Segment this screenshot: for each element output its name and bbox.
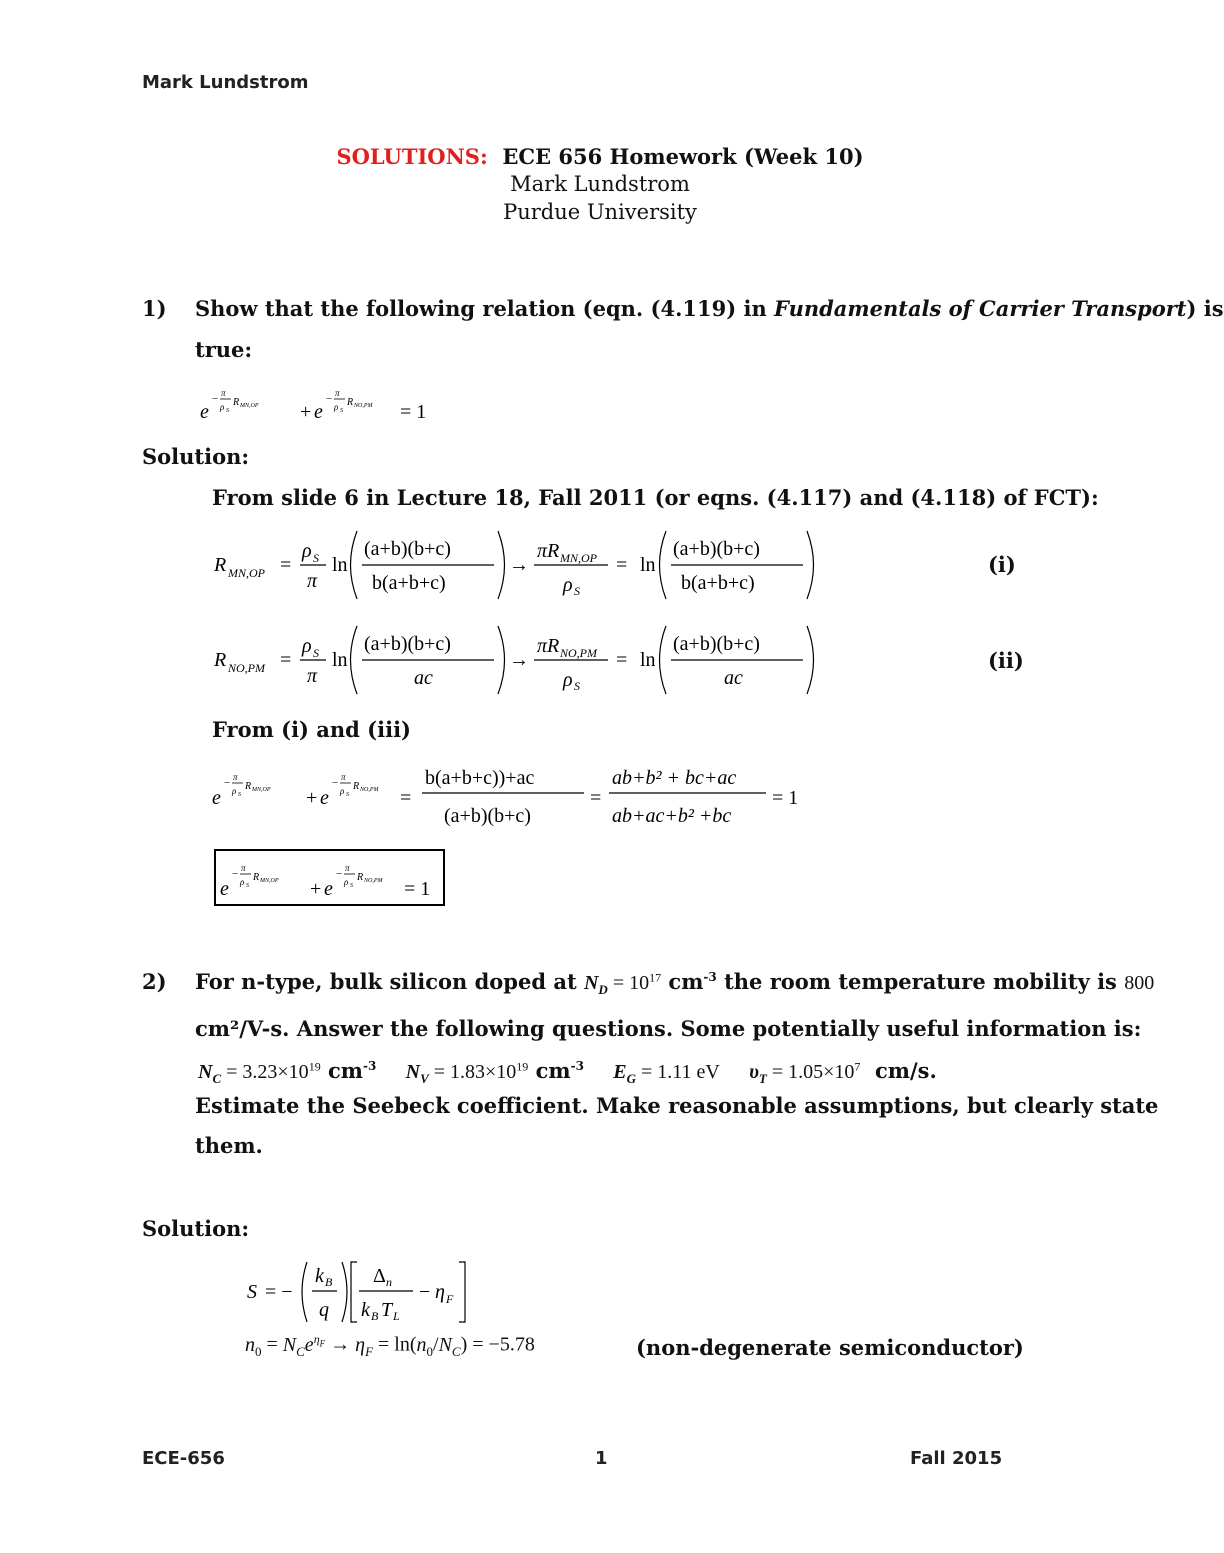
svg-text:e: e xyxy=(212,787,221,809)
svg-text:e: e xyxy=(324,878,333,900)
statement-part: the room temperature mobility is xyxy=(724,969,1117,994)
solution-2-label: Solution: xyxy=(142,1216,250,1241)
svg-text:S: S xyxy=(238,792,241,798)
equation-ii-svg xyxy=(212,620,832,700)
book-title: Fundamentals of Carrier Transport xyxy=(774,296,1187,321)
svg-text:n: n xyxy=(386,1275,392,1289)
svg-text:π: π xyxy=(307,665,318,687)
unit-cm: cm xyxy=(535,1058,571,1083)
svg-text:+: + xyxy=(306,787,318,809)
solution-1-label: Solution: xyxy=(142,444,250,469)
svg-text:MN,OP: MN,OP xyxy=(240,403,259,409)
svg-text:ρ: ρ xyxy=(344,877,349,887)
svg-text:NO,PM: NO,PM xyxy=(364,878,383,884)
equation-ii xyxy=(212,620,832,700)
nd-value: = $10^{17}$ xyxy=(607,970,662,994)
svg-text:→: → xyxy=(509,554,529,576)
running-header-author: Mark Lundstrom xyxy=(142,72,309,93)
svg-text:ρ: ρ xyxy=(563,574,573,596)
svg-text:π: π xyxy=(241,863,246,873)
svg-text:= 1: = 1 xyxy=(772,787,799,809)
svg-text:S: S xyxy=(247,1281,257,1303)
svg-text:e: e xyxy=(314,401,323,423)
svg-text:S: S xyxy=(246,883,249,889)
svg-text:=: = xyxy=(400,787,412,809)
problem-1-statement xyxy=(195,296,1224,321)
title-author: Mark Lundstrom xyxy=(510,172,690,196)
problem-2-number: 2) xyxy=(142,969,167,994)
equation-seebeck xyxy=(245,1258,505,1328)
boxed-result-svg xyxy=(216,851,443,904)
statement-part: ) is xyxy=(1186,296,1224,321)
svg-text:MN,OP: MN,OP xyxy=(252,787,271,793)
svg-text:πR: πR xyxy=(537,540,560,562)
svg-text:=: = xyxy=(616,554,628,576)
svg-text:−: − xyxy=(326,393,333,405)
svg-text:ln: ln xyxy=(640,554,656,576)
svg-text:F: F xyxy=(446,1292,454,1306)
svg-text:S: S xyxy=(313,646,319,660)
svg-text:S: S xyxy=(340,408,343,414)
svg-text:S: S xyxy=(313,551,319,565)
problem-2-constants: $N_C = 3.23\times 10^{19}$ $cm^{-3}$ $N_V = 1.83\times 10^{19}$ $cm^{-3}$ $E_G = 1.11$ eV $\upsilon_T = 1.05\times 10^7$ cm/s. xyxy=(198,1058,937,1086)
unit-cm: cm xyxy=(668,969,704,994)
solution-1-intro: From slide 6 in Lecture 18, Fall 2011 (or eqns. (4.117) and (4.118) of FCT): xyxy=(212,485,1099,510)
svg-text:ρ: ρ xyxy=(340,786,345,796)
svg-text:L: L xyxy=(393,1309,400,1323)
nd-symbol: $N_D$ xyxy=(583,972,608,997)
svg-text:b(a+b+c))+ac: b(a+b+c))+ac xyxy=(425,767,535,789)
svg-text:S: S xyxy=(574,584,580,598)
svg-text:e: e xyxy=(320,787,329,809)
mobility-value: 800 xyxy=(1124,972,1155,994)
svg-text:R: R xyxy=(357,872,364,883)
course-line: ECE 656 Homework (Week 10) xyxy=(502,144,864,169)
svg-text:ρ: ρ xyxy=(240,877,245,887)
svg-text:NO,PM: NO,PM xyxy=(228,661,265,675)
svg-text:NO,PM: NO,PM xyxy=(360,787,379,793)
svg-text:πR: πR xyxy=(537,635,560,657)
svg-text:= 1: = 1 xyxy=(404,878,431,900)
svg-text:η: η xyxy=(435,1281,445,1303)
svg-text:b(a+b+c): b(a+b+c) xyxy=(681,572,755,594)
svg-text:=: = xyxy=(590,787,602,809)
svg-text:=: = xyxy=(280,554,292,576)
svg-text:= −: = − xyxy=(265,1281,293,1303)
svg-text:(a+b)(b+c): (a+b)(b+c) xyxy=(673,633,760,655)
svg-text:B: B xyxy=(325,1275,333,1289)
svg-text:π: π xyxy=(335,388,340,398)
svg-text:R: R xyxy=(214,649,227,671)
equation-seebeck-svg xyxy=(245,1258,505,1328)
svg-text:+: + xyxy=(300,401,312,423)
svg-text:R: R xyxy=(233,397,240,408)
svg-text:Δ: Δ xyxy=(373,1265,386,1287)
svg-text:B: B xyxy=(371,1309,379,1323)
svg-text:NO,PM: NO,PM xyxy=(560,646,597,660)
svg-text:= 1: = 1 xyxy=(400,401,427,423)
equation-combined-svg xyxy=(210,760,810,830)
svg-text:π: π xyxy=(233,772,238,782)
svg-text:π: π xyxy=(345,863,350,873)
svg-text:S: S xyxy=(574,679,580,693)
svg-text:−: − xyxy=(232,868,239,880)
svg-text:(a+b)(b+c): (a+b)(b+c) xyxy=(364,633,451,655)
svg-text:ρ: ρ xyxy=(302,540,312,562)
equation-combined xyxy=(210,760,810,830)
svg-text:=: = xyxy=(280,649,292,671)
svg-text:k: k xyxy=(315,1265,324,1287)
eta-f-value: −5.78 xyxy=(488,1333,535,1356)
svg-text:S: S xyxy=(226,408,229,414)
svg-text:ρ: ρ xyxy=(563,669,573,691)
svg-text:R: R xyxy=(353,781,360,792)
svg-text:−: − xyxy=(336,868,343,880)
svg-text:ac: ac xyxy=(724,667,743,689)
svg-text:q: q xyxy=(319,1299,329,1321)
footer-page-number: 1 xyxy=(595,1448,608,1469)
svg-text:−: − xyxy=(212,393,219,405)
svg-text:−: − xyxy=(332,777,339,789)
svg-text:ρ: ρ xyxy=(220,402,225,412)
unit-cm-per-s: cm/s. xyxy=(875,1058,937,1083)
svg-text:ln: ln xyxy=(332,554,348,576)
svg-text:S: S xyxy=(350,883,353,889)
svg-text:→: → xyxy=(509,649,529,671)
svg-text:ρ: ρ xyxy=(334,402,339,412)
footer-term: Fall 2015 xyxy=(910,1448,1003,1469)
svg-text:=: = xyxy=(616,649,628,671)
svg-text:T: T xyxy=(381,1299,393,1321)
svg-text:R: R xyxy=(214,554,227,576)
problem-2-line5: them. xyxy=(195,1133,263,1158)
svg-text:k: k xyxy=(361,1299,370,1321)
svg-text:e: e xyxy=(200,401,209,423)
svg-text:S: S xyxy=(346,792,349,798)
page-title xyxy=(0,144,1200,169)
svg-text:ab+b² + bc+ac: ab+b² + bc+ac xyxy=(612,767,737,789)
solutions-label: SOLUTIONS: xyxy=(336,144,488,169)
svg-text:R: R xyxy=(347,397,354,408)
equation-i xyxy=(212,525,832,605)
footer-course: ECE-656 xyxy=(142,1448,225,1469)
problem-2-line4: Estimate the Seebeck coefficient. Make reasonable assumptions, but clearly state xyxy=(195,1093,1159,1118)
svg-text:π: π xyxy=(221,388,226,398)
svg-text:e: e xyxy=(220,878,229,900)
equation-i-ref: (i) xyxy=(988,552,1016,577)
svg-text:−: − xyxy=(224,777,231,789)
problem-2-line2: cm²/V-s. Answer the following questions. Some potentially useful information is: xyxy=(195,1016,1142,1041)
svg-text:−: − xyxy=(419,1281,431,1303)
equation-identity xyxy=(200,380,460,430)
equation-i-svg xyxy=(212,525,832,605)
svg-text:R: R xyxy=(253,872,260,883)
svg-text:R: R xyxy=(245,781,252,792)
svg-text:b(a+b+c): b(a+b+c) xyxy=(372,572,446,594)
nondegenerate-note: (non-degenerate semiconductor) xyxy=(636,1335,1024,1360)
svg-text:(a+b)(b+c): (a+b)(b+c) xyxy=(364,538,451,560)
from-i-iii: From (i) and (iii) xyxy=(212,717,411,742)
unit-cm: cm xyxy=(328,1058,364,1083)
svg-text:(a+b)(b+c): (a+b)(b+c) xyxy=(444,805,531,827)
boxed-result xyxy=(214,849,445,906)
svg-text:(a+b)(b+c): (a+b)(b+c) xyxy=(673,538,760,560)
statement-part: For n-type, bulk silicon doped at xyxy=(195,969,577,994)
svg-text:MN,OP: MN,OP xyxy=(560,551,597,565)
svg-text:ln: ln xyxy=(332,649,348,671)
svg-text:ab+ac+b² +bc: ab+ac+b² +bc xyxy=(612,805,732,827)
problem-1-statement-cont: true: xyxy=(195,337,253,362)
svg-text:ρ: ρ xyxy=(302,635,312,657)
equation-identity-svg xyxy=(200,380,460,430)
equation-ii-ref: (ii) xyxy=(988,648,1024,673)
svg-text:MN,OP: MN,OP xyxy=(228,566,265,580)
equation-n0: $n_0 = N_Ce^{\eta_F} \to \eta_F = \ln(n_0/N_C) = -5.78$ xyxy=(245,1332,535,1359)
problem-2-line1: For n-type, bulk silicon doped at $N_D = 10^{17}$ $cm^{-3}$ the room temperature mobility is 800 xyxy=(195,969,1155,997)
svg-text:+: + xyxy=(310,878,322,900)
problem-1-number: 1) xyxy=(142,296,167,321)
statement-part: Show that the following relation (eqn. (4.119) in xyxy=(195,296,775,321)
svg-text:ln: ln xyxy=(640,649,656,671)
svg-text:NO,PM: NO,PM xyxy=(354,403,373,409)
svg-text:ac: ac xyxy=(414,667,433,689)
title-institution: Purdue University xyxy=(503,200,697,224)
svg-text:π: π xyxy=(341,772,346,782)
svg-text:MN,OP: MN,OP xyxy=(260,878,279,884)
svg-text:ρ: ρ xyxy=(232,786,237,796)
svg-text:π: π xyxy=(307,570,318,592)
